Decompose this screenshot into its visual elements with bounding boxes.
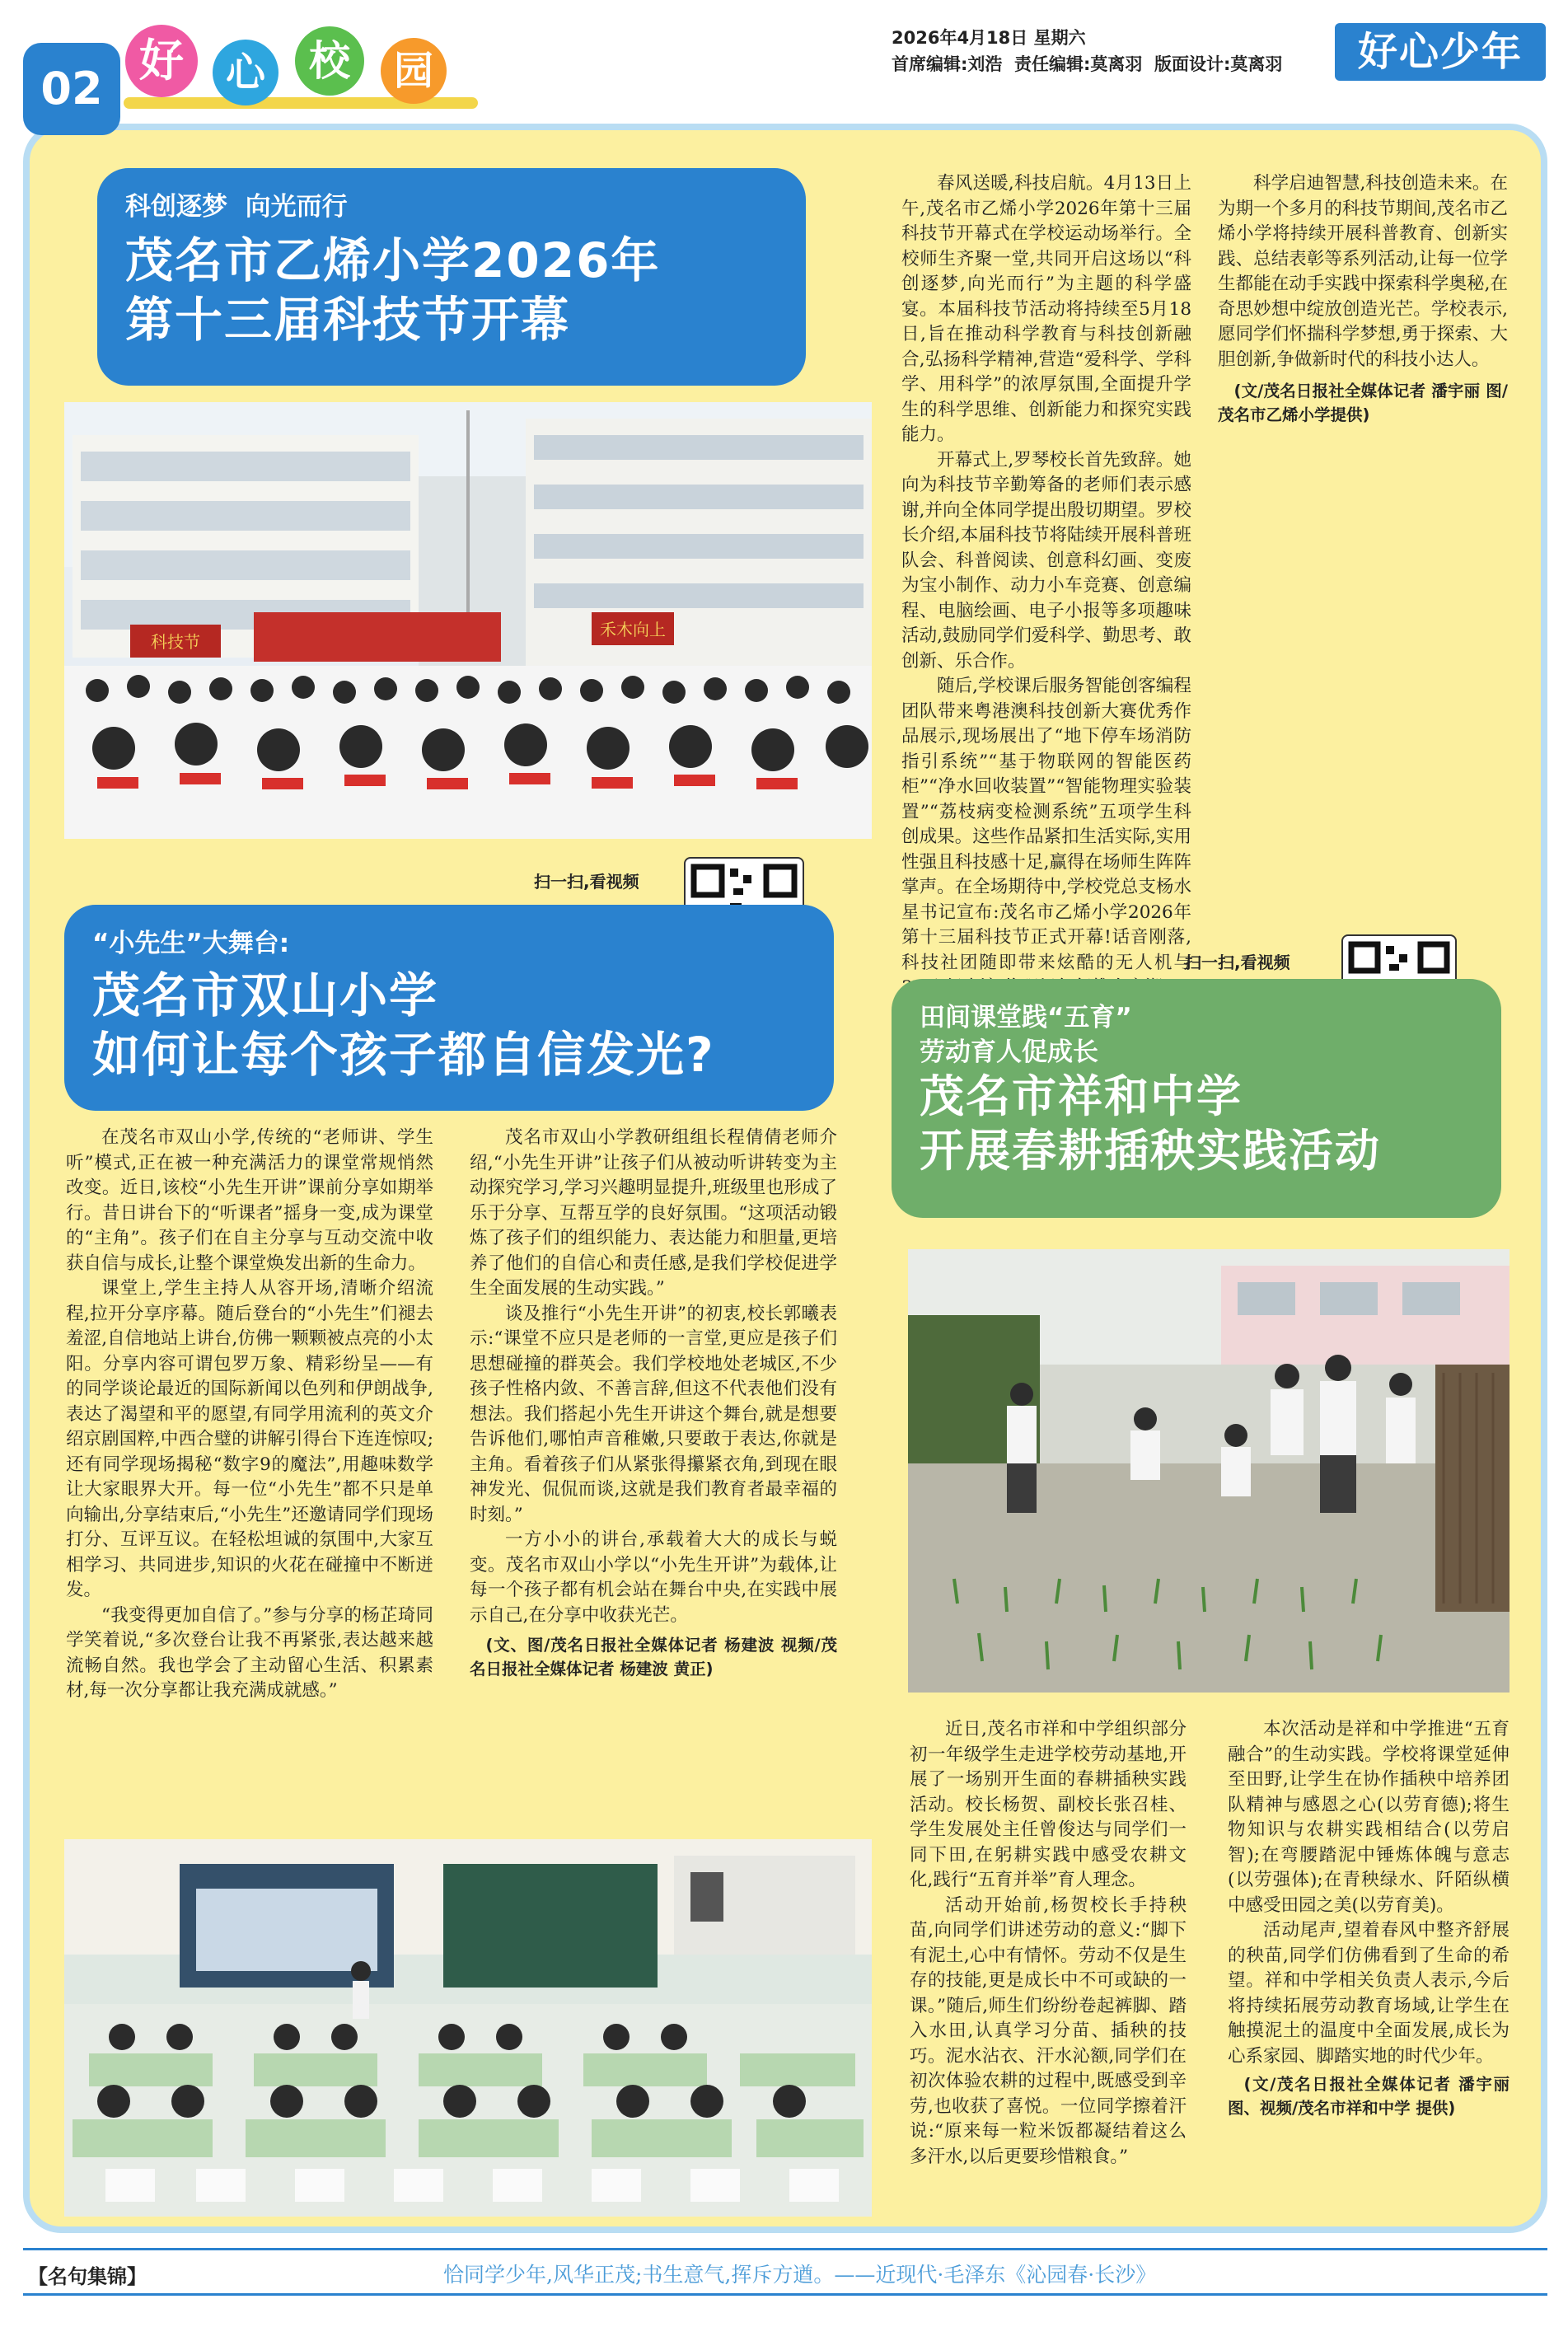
article2-headline bbox=[64, 905, 834, 1111]
article2-title-line2: 如何让每个孩子都自信发光? bbox=[92, 1027, 715, 1083]
editors-line: 首席编辑:刘浩 责任编辑:莫离羽 版面设计:莫离羽 bbox=[892, 54, 1283, 74]
article2-paragraph-4: 茂名市双山小学教研组组长程倩倩老师介绍,“小先生开讲”让孩子们从被动听讲转变为主动探究学习,学习兴趣明显提升,班级里也形成了乐于分享、互帮互学的良好氛围。“这项活动锻炼了孩子们的组织能力、表达能力和胆量,更培养了他们的自信心和责任感,是我们学校促进学生全面发展的生动实践。” bbox=[470, 1127, 837, 1299]
school-event-photo bbox=[64, 402, 872, 839]
banner-right-text: 禾木向上 bbox=[600, 620, 666, 639]
article3-photo bbox=[908, 1249, 1509, 1693]
footer-quote: 恰同学少年,风华正茂;书生意气,挥斥方遒。——近现代·毛泽东《沁园春·长沙》 bbox=[443, 2263, 1157, 2287]
article2-paragraph-6: 一方小小的讲台,承载着大大的成长与蜕变。茂名市双山小学以“小先生开讲”为载体,让每一个孩子都有机会站在舞台中央,在实践中展示自己,在分享中收获光芒。 bbox=[470, 1529, 837, 1626]
article3-text-col2 bbox=[1228, 1717, 1509, 2120]
article2-kicker: “小先生”大舞台: bbox=[92, 929, 290, 958]
article3-title-line2: 开展春耕插秧实践活动 bbox=[920, 1125, 1381, 1177]
article3-credit: (文/茂名日报社全媒体记者 潘宇丽 图、视频/茂名市祥和中学 提供) bbox=[1228, 2075, 1509, 2118]
article3-text-col1 bbox=[910, 1717, 1187, 2170]
article1-paragraph-4: 科学启迪智慧,科技创造未来。在为期一个多月的科技节期间,茂名市乙烯小学将持续开展科普教育、创新实践、总结表彰等系列活动,让每一位学生都能在动手实践中探索科学奥秘,在奇思妙想中绽放创造光芒。学校表示,愿同学们怀揣科学梦想,勇于探索、大胆创新,争做新时代的科技小达人。 bbox=[1218, 173, 1508, 370]
article1-credit: (文/茂名日报社全媒体记者 潘宇丽 图/茂名市乙烯小学提供) bbox=[1218, 382, 1508, 424]
article3-kicker-line1: 田间课堂践“五育” bbox=[920, 1003, 1132, 1032]
brand-logo: 好心少年 bbox=[1335, 23, 1546, 81]
article3-paragraph-4: 活动尾声,望着春风中整齐舒展的秧苗,同学们仿佛看到了生命的希望。祥和中学相关负责人表示,今后将持续拓展劳动教育场域,让学生在触摸泥土的温度中全面发展,成长为心系家园、脚踏实地的时代少年。 bbox=[1228, 1920, 1509, 2067]
article2-credit: (文、图/茂名日报社全媒体记者 杨建波 视频/茂名日报社全媒体记者 杨建波 黄正) bbox=[470, 1636, 837, 1679]
article1-paragraph-1: 春风送暖,科技启航。4月13日上午,茂名市乙烯小学2026年第十三届科技节开幕式在学校运动场举行。全校师生齐聚一堂,共同开启这场以“科创逐梦,向光而行”为主题的科学盛宴。本届科技节活动将持续至5月18日,旨在推动科学教育与科技创新融合,弘扬科学精神,营造“爱科学、学科学、用科学”的浓厚氛围,全面提升学生的科学思维、创新能力和探究实践能力。 bbox=[901, 173, 1191, 445]
section-char-1: 好 bbox=[125, 25, 198, 97]
article3-headline bbox=[892, 979, 1501, 1218]
article1-paragraph-2: 开幕式上,罗琴校长首先致辞。她向为科技节辛勤筹备的老师们表示感谢,并向全体同学提出殷切期望。罗校长介绍,本届科技节将陆续开展科普班队会、科普阅读、创意科幻画、变废为宝小制作、动力小车竞赛、创意编程、电脑绘画、电子小报等多项趣味活动,鼓励同学们爱科学、勤思考、敢创新、乐合作。 bbox=[901, 449, 1191, 672]
section-char-2: 心 bbox=[213, 40, 278, 105]
article1-text-col2 bbox=[1218, 171, 1508, 427]
article1-text-col1 bbox=[901, 171, 1191, 973]
article2-text-col2 bbox=[470, 1126, 837, 1681]
classroom-photo bbox=[64, 1839, 872, 2217]
article2-paragraph-5: 谈及推行“小先生开讲”的初衷,校长郭曦表示:“课堂不应只是老师的一言堂,更应是孩子们思想碰撞的群英会。我们学校地处老城区,不少孩子性格内敛、不善言辞,但这不代表他们没有想法。我们搭起小先生开讲这个舞台,就是想要告诉他们,哪怕声音稚嫩,只要敢于表达,你就是主角。看着孩子们从紧张得攥紧衣角,到现在眼神发光、侃侃而谈,这就是我们教育者最幸福的时刻。” bbox=[470, 1303, 837, 1525]
article3-paragraph-1: 近日,茂名市祥和中学组织部分初一年级学生走进学校劳动基地,开展了一场别开生面的春耕插秧实践活动。校长杨贺、副校长张召桂、学生发展处主任曾俊达与同学们一同下田,在躬耕实践中感受农耕文化,践行“五育并举”育人理念。 bbox=[910, 1719, 1187, 1890]
article1-headline bbox=[97, 168, 806, 386]
article3-scan-label: 扫一扫,看视频 bbox=[1185, 953, 1290, 972]
article1-title-line1: 茂名市乙烯小学2026年 bbox=[125, 232, 661, 288]
article3-paragraph-3: 本次活动是祥和中学推进“五育融合”的生动实践。学校将课堂延伸至田野,让学生在协作插秧中培养团队精神与感恩之心(以劳育德);将生物知识与农耕实践相结合(以劳启智);在弯腰踏泥中锤炼体魄与意志(以劳强体);在青秧绿水、阡陌纵横中感受田园之美(以劳育美)。 bbox=[1228, 1719, 1509, 1916]
page-number: 02 bbox=[23, 43, 120, 135]
article1-title-line2: 第十三届科技节开幕 bbox=[125, 292, 571, 348]
page-header bbox=[0, 0, 1568, 115]
article3-title-line1: 茂名市祥和中学 bbox=[920, 1070, 1243, 1122]
section-title bbox=[124, 25, 486, 115]
section-char-3: 校 bbox=[295, 26, 364, 96]
section-char-4: 园 bbox=[381, 38, 447, 104]
article1-paragraph-3: 随后,学校课后服务智能创客编程团队带来粤港澳科技创新大赛优秀作品展示,现场展出了“地下停车场消防指引系统”“基于物联网的智能医药柜”“净水回收装置”“智能物理实验装置”“荔枝病变检测系统”五项学生科创成果。这些作品紧扣生活实际,实用性强且科技感十足,赢得在场师生阵阵掌声。在全场期待中,学校党总支杨水星书记宣布:茂名市乙烯小学2026年第十三届科技节正式开幕!话音刚落,科技社团随即带来炫酷的无人机与 bbox=[901, 676, 1191, 973]
footer-label: 【名句集锦】 bbox=[28, 2265, 147, 2288]
footer-bar bbox=[23, 2248, 1547, 2296]
article2-photo bbox=[64, 1839, 872, 2217]
article1-photo bbox=[64, 402, 872, 839]
article2-text-col1 bbox=[66, 1126, 433, 1729]
article2-paragraph-1: 在茂名市双山小学,传统的“老师讲、学生听”模式,正在被一种充满活力的课堂常规悄然改变。近日,该校“小先生开讲”课前分享如期举行。昔日讲台下的“听课者”摇身一变,成为课堂的“主角”。孩子们在自主分享与互动交流中收获自信与成长,让整个课堂焕发出新的生命力。 bbox=[66, 1127, 433, 1274]
rice-planting-photo bbox=[908, 1249, 1509, 1693]
article2-scan-label: 扫一扫,看视频 bbox=[534, 872, 639, 892]
article2-paragraph-2: 课堂上,学生主持人从容开场,清晰介绍流程,拉开分享序幕。随后登台的“小先生”们褪去羞涩,自信地站上讲台,仿佛一颗颗被点亮的小太阳。分享内容可谓包罗万象、精彩纷呈——有的同学谈论最近的国际新闻以色列和伊朗战争,表达了渴望和平的愿望,有同学用流利的英文介绍京剧国粹,中西合璧的讲解引得台下连连惊叹;还有同学现场揭秘“数字9的魔法”,用趣味数学让大家眼界大开。每一位“小先生”都不只是单向输出,分享结束后,“小先生”还邀请同学们现场打分、互评互议。在轻松坦诚的氛围中,大家互相学习、共同进步,知识的火花在碰撞中不断迸发。 bbox=[66, 1278, 433, 1600]
article3-kicker-line2: 劳动育人促成长 bbox=[920, 1037, 1098, 1067]
banner-left-text: 科技节 bbox=[151, 632, 200, 652]
date-line: 2026年4月18日 星期六 bbox=[892, 28, 1086, 48]
article2-title-line1: 茂名市双山小学 bbox=[92, 967, 439, 1023]
article1-kicker: 科创逐梦 向光而行 bbox=[125, 192, 348, 222]
article2-paragraph-3: “我变得更加自信了。”参与分享的杨芷琦同学笑着说,“多次登台让我不再紧张,表达越来越流畅自然。我也学会了主动留心生活、积累素材,每一次分享都让我充满成就感。” bbox=[66, 1604, 433, 1701]
article3-paragraph-2: 活动开始前,杨贺校长手持秧苗,向同学们讲述劳动的意义:“脚下有泥土,心中有情怀。劳动不仅是生存的技能,更是成长中不可或缺的一课。”随后,师生们纷纷卷起裤脚、踏入水田,认真学习分苗、插秧的技巧。泥水沾衣、汗水沁额,同学们在初次体验农耕的过程中,既感受到辛劳,也收获了喜悦。一位同学擦着汗说:“原来每一粒米饭都凝结着这么多汗水,以后更要珍惜粮食。” bbox=[910, 1894, 1187, 2167]
